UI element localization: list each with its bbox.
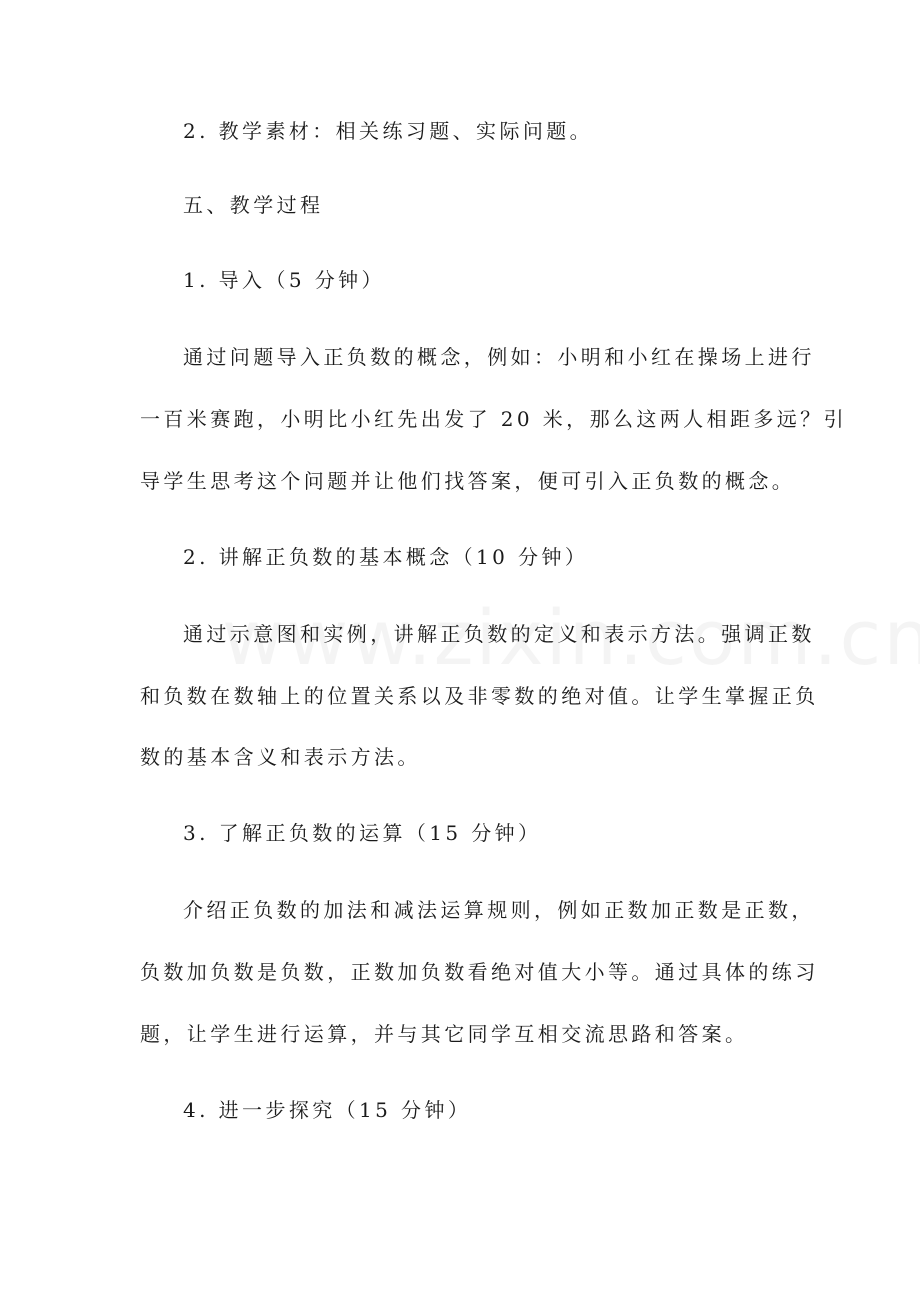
step-1-heading: 1. 导入（5 分钟） bbox=[183, 268, 385, 292]
paragraph-line: 通过问题导入正负数的概念，例如：小明和小红在操场上进行 bbox=[183, 345, 815, 369]
paragraph-line: 通过示意图和实例，讲解正负数的定义和表示方法。强调正数 bbox=[183, 622, 815, 646]
paragraph-line: 题，让学生进行运算，并与其它同学互相交流思路和答案。 bbox=[140, 1022, 749, 1046]
paragraph-line: 数的基本含义和表示方法。 bbox=[140, 745, 421, 769]
section-heading-teaching-process: 五、教学过程 bbox=[183, 193, 324, 217]
paragraph-line: 负数加负数是负数，正数加负数看绝对值大小等。通过具体的练习 bbox=[140, 960, 819, 984]
paragraph-line: 一百米赛跑，小明比小红先出发了 20 米，那么这两人相距多远？引 bbox=[140, 407, 847, 431]
step-2-heading: 2. 讲解正负数的基本概念（10 分钟） bbox=[183, 545, 589, 569]
paragraph-line: 和负数在数轴上的位置关系以及非零数的绝对值。让学生掌握正负 bbox=[140, 684, 819, 708]
paragraph-line: 介绍正负数的加法和减法运算规则，例如正数加正数是正数， bbox=[183, 898, 815, 922]
step-4-heading: 4. 进一步探究（15 分钟） bbox=[183, 1098, 472, 1122]
paragraph-line: 导学生思考这个问题并让他们找答案，便可引入正负数的概念。 bbox=[140, 469, 796, 493]
teaching-materials-item: 2. 教学素材：相关练习题、实际问题。 bbox=[183, 119, 594, 143]
step-3-heading: 3. 了解正负数的运算（15 分钟） bbox=[183, 821, 542, 845]
